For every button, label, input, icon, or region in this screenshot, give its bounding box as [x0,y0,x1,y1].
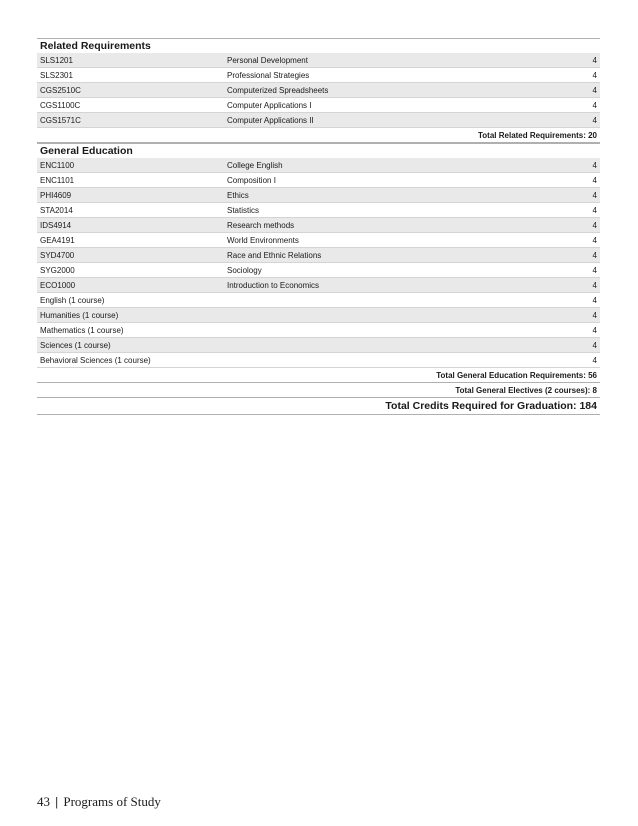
table-row [37,188,600,203]
related-requirements-heading: Related Requirements [37,38,600,53]
course-credits: 4 [592,55,597,65]
course-category: Mathematics (1 course) [40,325,124,335]
table-row [37,308,600,323]
course-credits: 4 [592,250,597,260]
course-credits: 4 [592,340,597,350]
general-education-total: Total General Education Requirements: 56 [37,368,600,383]
course-title: World Environments [227,235,299,245]
table-row [37,263,600,278]
course-title: Race and Ethnic Relations [227,250,322,260]
course-category: Sciences (1 course) [40,340,111,350]
course-code: ENC1101 [40,175,75,185]
related-requirements-total: Total Related Requirements: 20 [37,128,600,143]
course-code: ECO1000 [40,280,76,290]
table-row [37,158,600,173]
course-code: PHI4609 [40,190,72,200]
course-credits: 4 [592,115,597,125]
course-credits: 4 [592,325,597,335]
table-row [37,233,600,248]
course-code: SYG2000 [40,265,75,275]
course-credits: 4 [592,175,597,185]
course-code: CGS2510C [40,85,81,95]
graduation-credits-total: Total Credits Required for Graduation: 184 [37,398,600,415]
course-credits: 4 [592,160,597,170]
course-title: Professional Strategies [227,70,310,80]
course-credits: 4 [592,235,597,245]
table-row [37,83,600,98]
course-category: Humanities (1 course) [40,310,119,320]
table-row [37,218,600,233]
course-title: Research methods [227,220,295,230]
table-row [37,68,600,83]
course-code: SYD4700 [40,250,75,260]
table-row [37,203,600,218]
page-number: 43 [37,794,50,809]
footer-section-title: Programs of Study [63,794,161,809]
course-credits: 4 [592,190,597,200]
course-category: Behavioral Sciences (1 course) [40,355,151,365]
course-title: Computer Applications II [227,115,314,125]
table-row [37,338,600,353]
course-code: SLS2301 [40,70,73,80]
program-requirements [37,38,600,415]
table-row [37,113,600,128]
course-category: English (1 course) [40,295,105,305]
course-credits: 4 [592,70,597,80]
table-row [37,293,600,308]
course-credits: 4 [592,280,597,290]
course-code: CGS1100C [40,100,81,110]
table-row [37,53,600,68]
course-code: STA2014 [40,205,73,215]
course-credits: 4 [592,205,597,215]
course-title: Computerized Spreadsheets [227,85,329,95]
table-row [37,323,600,338]
course-title: College English [227,160,283,170]
table-row [37,248,600,263]
course-title: Personal Development [227,55,308,65]
page-footer [37,794,161,810]
course-credits: 4 [592,85,597,95]
general-education-heading: General Education [37,143,600,158]
table-row [37,353,600,368]
course-code: SLS1201 [40,55,73,65]
course-title: Sociology [227,265,262,275]
course-credits: 4 [592,100,597,110]
general-electives-total: Total General Electives (2 courses): 8 [37,383,600,398]
course-title: Ethics [227,190,249,200]
course-title: Composition I [227,175,276,185]
course-code: IDS4914 [40,220,72,230]
course-credits: 4 [592,295,597,305]
course-credits: 4 [592,355,597,365]
footer-separator: | [55,794,59,809]
course-title: Computer Applications I [227,100,312,110]
course-title: Introduction to Economics [227,280,320,290]
course-code: ENC1100 [40,160,75,170]
table-row [37,98,600,113]
course-credits: 4 [592,265,597,275]
table-row [37,173,600,188]
table-row [37,278,600,293]
course-code: CGS1571C [40,115,81,125]
course-credits: 4 [592,220,597,230]
course-credits: 4 [592,310,597,320]
course-title: Statistics [227,205,260,215]
course-code: GEA4191 [40,235,75,245]
